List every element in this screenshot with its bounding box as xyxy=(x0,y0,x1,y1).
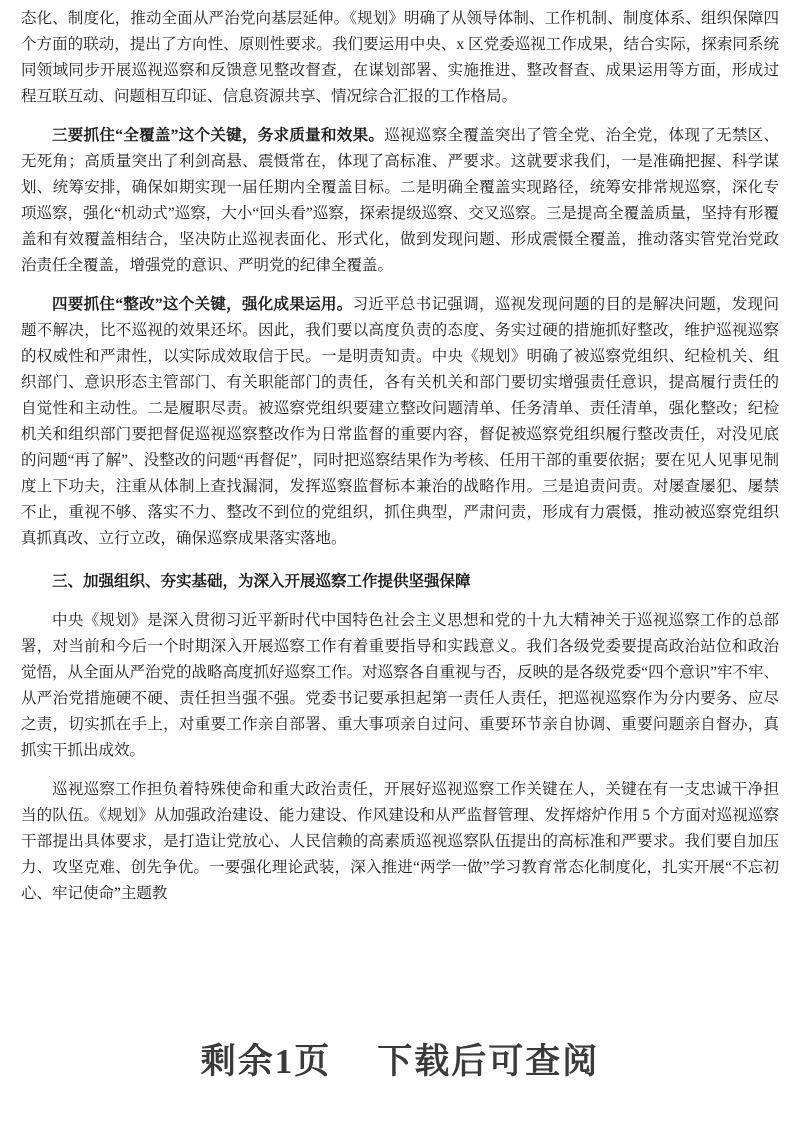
paragraph-text: 巡视巡察全覆盖突出了管全党、治全党，体现了无禁区、无死角；高质量突出了利剑高悬、震慑常在，体现了高标准、严要求。这就要求我们，一是准确把握、科学谋划、统筹安排，确保如期实现一届任期内全覆盖目标。二是明确全覆盖实现路径，统筹安排常规巡察，深化专项巡察，强化“机动式”巡察，大小“回头看”巡察，探索提级巡察、交叉巡察。三是提高全覆盖质量，坚持有形覆盖和有效覆盖相结合，坚决防止巡视表面化、形式化，做到发现问题、形成震慑全覆盖，推动落实管党治党政治责任全覆盖，增强党的意识、严明党的纪律全覆盖。 xyxy=(21,127,779,274)
bold-lead-sentence: 四要抓住“整改”这个关键，强化成果运用。 xyxy=(52,296,353,313)
bold-lead-sentence: 三要抓住“全覆盖”这个关键，务求质量和效果。 xyxy=(52,127,385,144)
section-heading: 三、加强组织、夯实基础，为深入开展巡察工作提供坚强保障 xyxy=(52,573,471,590)
remaining-pages-note xyxy=(0,1040,800,1084)
paragraph xyxy=(21,123,779,279)
paragraph xyxy=(21,608,779,764)
paragraph-text: 习近平总书记强调，巡视发现问题的目的是解决问题，发现问题不解决，比不巡视的效果还坏。因此，我们要以高度负责的态度、务实过硬的措施抓好整改，维护巡视巡察的权威性和严肃性，以实际成效取信于民。一是明责知责。中央《规划》明确了被巡察党组织、纪检机关、组织部门、意识形态主管部门、有关职能部门的责任，各有关机关和部门要切实增强责任意识，提高履行责任的自觉性和主动性。二是履职尽责。被巡察党组织要建立整改问题清单、任务清单、责任清单，强化整改；纪检机关和组织部门要把督促巡视巡察整改作为日常监督的重要内容，督促被巡察党组织履行整改责任，对没见底的问题“再了解”、没整改的问题“再督促”，同时把巡察结果作为考核、任用干部的重要依据；要在见人见事见制度上下功夫，注重从体制上查找漏洞，发挥巡察监督标本兼治的战略作用。三是追责问责。对屡查屡犯、屡禁不止，重视不够、落实不力、整改不到位的党组织，抓住典型，严肃问责，形成有力震慑，推动被巡察党组织真抓真改、立行立改，确保巡察成果落实落地。 xyxy=(21,296,779,547)
paragraph-text: 巡视巡察工作担负着特殊使命和重大政治责任，开展好巡视巡察工作关键在人，关键在有一支忠诚干净担当的队伍。《规划》从加强政治建设、能力建设、作风建设和从严监督管理、发挥熔炉作用 5 个方面对巡视巡察干部提出具体要求，是打造让党放心、人民信赖的高素质巡视巡察队伍提出的高标准和严要求。我们要自加压力、攻坚克难、创先争优。一要强化理论武装，深入推进“两学一做”学习教育常态化制度化，扎实开展“不忘初心、牢记使命”主题教 xyxy=(21,781,779,902)
paragraph-text: 中央《规划》是深入贯彻习近平新时代中国特色社会主义思想和党的十九大精神关于巡视巡察工作的总部署，对当前和今后一个时期深入开展巡察工作有着重要指导和实践意义。我们各级党委要提高政治站位和政治觉悟，从全面从严治党的战略高度抓好巡察工作。对巡察各自重视与否，反映的是各级党委“四个意识”牢不牢、从严治党措施硬不硬、责任担当强不强。党委书记要承担起第一责任人责任，把巡视巡察作为分内要务、应尽之责，切实抓在手上，对重要工作亲自部署、重大事项亲自过问、重要环节亲自协调、重要问题亲自督办，真抓实干抓出成效。 xyxy=(21,612,779,759)
remaining-pages-count: 剩余1页 xyxy=(200,1042,332,1081)
download-to-view-hint: 下载后可查阅 xyxy=(377,1042,600,1081)
paragraph-continued xyxy=(21,6,779,110)
paragraph xyxy=(21,292,779,552)
paragraph xyxy=(21,777,779,907)
paragraph-text: 态化、制度化，推动全面从严治党向基层延伸。《规划》明确了从领导体制、工作机制、制度体系、组织保障四个方面的联动，提出了方向性、原则性要求。我们要运用中央、x 区党委巡视工作成果，结合实际，探索同系统同领域同步开展巡视巡察和反馈意见整改督查，在谋划部署、实施推进、整改督查、成果运用等方面，形成过程互联互动、问题相互印证、信息资源共享、情况综合汇报的工作格局。 xyxy=(21,10,779,105)
